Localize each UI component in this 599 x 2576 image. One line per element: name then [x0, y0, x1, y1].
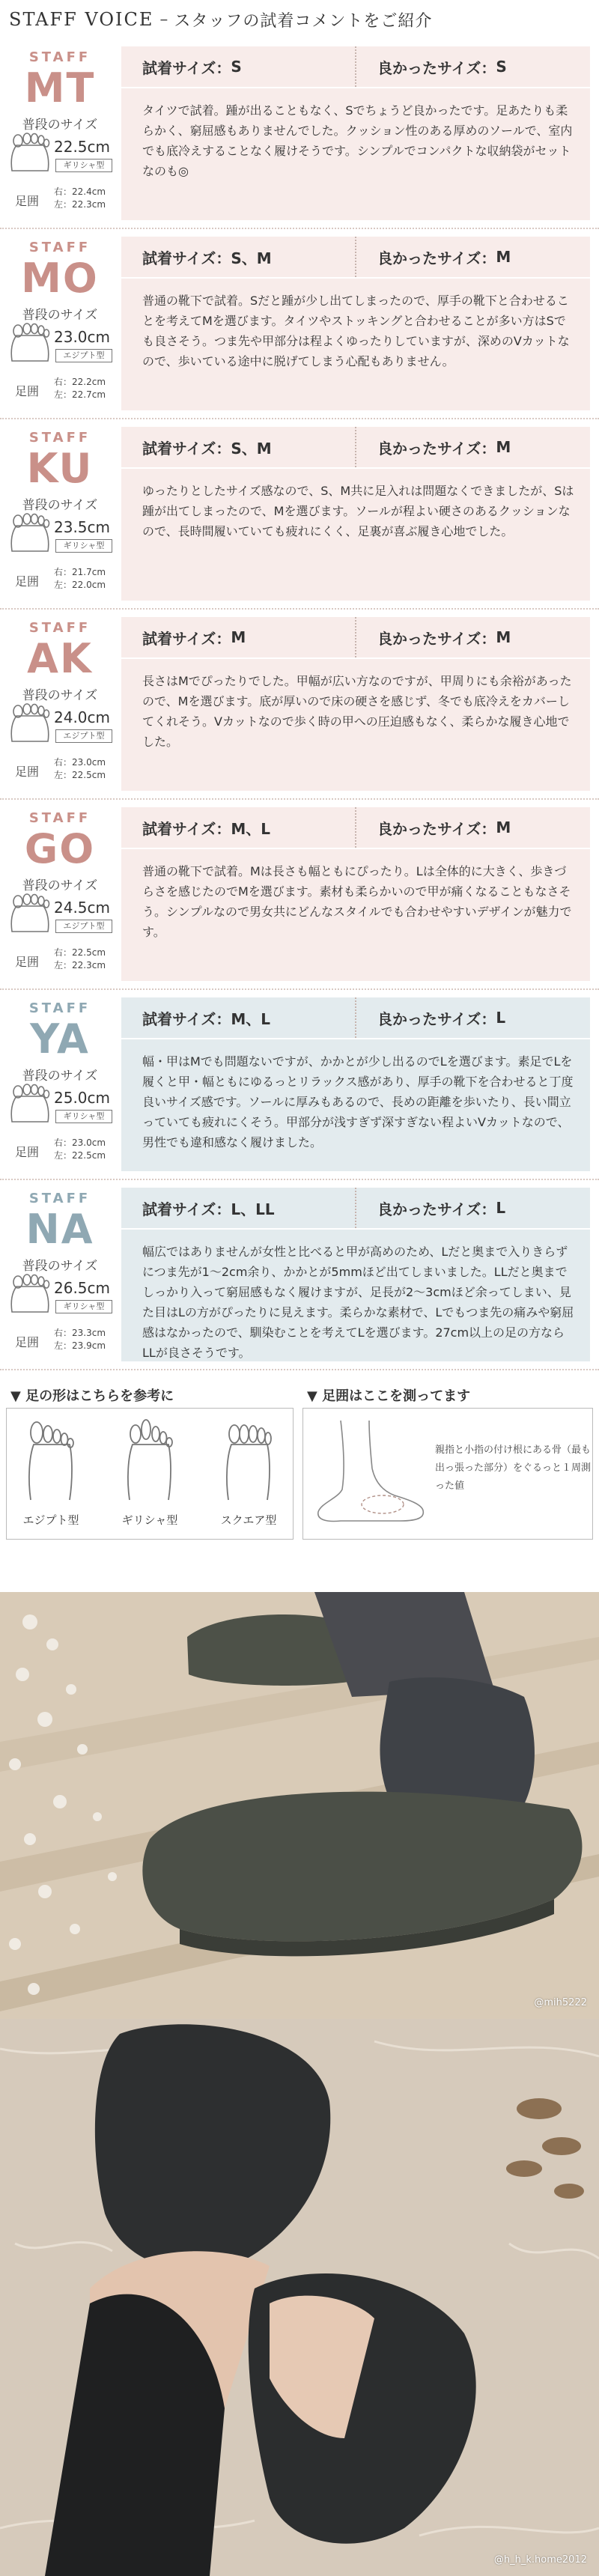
foot-left: 左：22.7cm: [54, 389, 106, 400]
comment-text: 長さはMでぴったりでした。甲幅が広い方なのですが、甲周りにも余裕があったので、Mを選びます。底が厚いので床の硬さを感じず、冬でも底冷えをカバーしてくれそう。Vカットなので歩く時の甲への圧迫感もなく、柔らかな履き心地でした。: [142, 674, 572, 749]
usual-size-label: 普段のサイズ: [22, 498, 98, 513]
tried-size: 試着サイズ： L、LL: [142, 1200, 275, 1218]
staff-initials: GO: [24, 825, 96, 872]
comment-card: [121, 427, 590, 601]
foot-right: 右：23.3cm: [54, 1328, 106, 1338]
foot-icon: [7, 132, 52, 174]
tried-size: 試着サイズ： S: [142, 58, 242, 77]
comment-card: [121, 46, 590, 220]
tried-size: 試着サイズ： S、M: [142, 249, 272, 267]
staff-section-mo: [0, 229, 599, 419]
foot-length-values: [54, 756, 106, 782]
foot-type-badge: エジプト型: [55, 920, 112, 933]
page-header: [0, 0, 599, 39]
comment-text: ゆったりとしたサイズ感なので、S、M共に足入れは問題なくできましたが、Sは踵が出てしまったので、Mを選びます。ソールが程よい硬さのあるクッションなので、長時間履いていても疲れにくく、足裏が喜ぶ履き心地でした。: [142, 484, 574, 538]
staff-list: [0, 39, 599, 1370]
title-dash: –: [159, 10, 168, 29]
page-title-jp: スタッフの試着コメントをご紹介: [174, 11, 433, 31]
shoe-size: 24.0cm: [54, 708, 111, 726]
size-row: [121, 997, 590, 1039]
staff-section-ak: [0, 610, 599, 800]
foot-icon: [7, 322, 52, 364]
foot-left: 左：22.5cm: [54, 770, 106, 780]
comment-text: 幅広ではありませんが女性と比べると甲が高めのため、Lだと奥まで入りきらずにつま先が1〜2cm余り、かかとが5mmほど出てしまいました。LLだと奥までしっかり入って窮屈感もなく履けますが、足長が2〜3cmほど余ってしまい、見た目はLの方がぴったりに見えます。柔らかな素材で、Lでもつま先の痛みや窮屈感はなかったので、馴染むことを考えてLを選びます。27cm以上の足の方ならLLが良さそうです。: [142, 1245, 574, 1360]
tried-size: 試着サイズ： M、L: [142, 1009, 271, 1028]
comment-card: [121, 617, 590, 791]
staff-initials: MT: [24, 64, 96, 112]
good-size: 良かったサイズ： S: [355, 46, 590, 87]
staff-label: STAFF: [28, 240, 91, 255]
egypt-foot: [17, 1419, 85, 1536]
foot-icon: [7, 512, 52, 554]
foot-type-badge: エジプト型: [55, 349, 112, 362]
size-row: [121, 427, 590, 469]
foot-left: 左：22.3cm: [54, 199, 106, 210]
comment-card: [121, 807, 590, 981]
photo-credit-2: @h_h_k.home2012: [493, 2554, 587, 2566]
foot-length-label: 足囲: [15, 574, 40, 589]
staff-initials: AK: [27, 635, 93, 682]
square-foot-icon: [224, 1419, 273, 1501]
usual-size-label: 普段のサイズ: [22, 688, 98, 703]
product-photo-1: [0, 1592, 599, 2019]
size-row: [121, 1188, 590, 1230]
tried-size: 試着サイズ： M: [142, 628, 246, 648]
good-size: 良かったサイズ： M: [355, 237, 590, 277]
measure-title: ▼ 足囲はここを測ってます: [307, 1388, 471, 1404]
usual-size-label: 普段のサイズ: [22, 878, 98, 893]
staff-label: STAFF: [28, 49, 91, 65]
staff-label: STAFF: [28, 430, 91, 446]
foot-left: 左：22.0cm: [54, 580, 106, 590]
staff-initials: YA: [30, 1015, 90, 1063]
usual-size-label: 普段のサイズ: [22, 308, 98, 323]
staff-initials: MO: [21, 255, 99, 302]
foot-length-label: 足囲: [15, 194, 40, 208]
usual-size-label: 普段のサイズ: [22, 118, 98, 133]
foot-right: 右：21.7cm: [54, 567, 106, 577]
greek-foot: [116, 1419, 183, 1536]
square-foot: [215, 1419, 282, 1536]
comment-card: [121, 237, 590, 410]
foot-right: 右：22.4cm: [54, 186, 106, 197]
staff-profile: [0, 229, 120, 418]
slipper-scene-2: [0, 2019, 599, 2576]
shoe-size: 26.5cm: [54, 1279, 111, 1297]
greek-foot-icon: [125, 1419, 174, 1501]
foot-length-label: 足囲: [15, 1145, 40, 1159]
foot-left: 左：23.9cm: [54, 1340, 106, 1351]
slipper-scene-1: [0, 1592, 599, 2019]
usual-size-label: 普段のサイズ: [22, 1259, 98, 1274]
foot-left: 左：22.3cm: [54, 960, 106, 970]
product-photo-2: [0, 2019, 599, 2576]
measure-description: 親指と小指の付け根にある骨（最も出っ張った部分）をぐるっと１周測った値: [435, 1445, 592, 1492]
size-row: [121, 807, 590, 849]
shoe-size: 22.5cm: [54, 138, 111, 156]
shoe-size: 23.5cm: [54, 518, 111, 536]
foot-icon: [7, 702, 52, 744]
shoe-size: 23.0cm: [54, 328, 111, 346]
foot-length-label: 足囲: [15, 1335, 40, 1349]
comment-text: 幅・甲はMでも問題ないですが、かかとが少し出るのでLを選びます。素足でLを履くと甲・幅ともにゆるっとリラックス感があり、厚手の靴下を合わせると丁度良いサイズ感です。ソールに厚みもあるので、長めの距離を歩いたり、長い間立っていても疲れにくそう。甲部分が浅すぎず深すぎない程よいVカットなので、男性でも違和感なく履けました。: [142, 1054, 574, 1149]
size-row: [121, 46, 590, 88]
foot-type-badge: エジプト型: [55, 729, 112, 743]
staff-profile: [0, 39, 120, 228]
greek-label: ギリシャ型: [121, 1513, 178, 1527]
foot-left: 左：22.5cm: [54, 1150, 106, 1161]
comment-text: 普通の靴下で試着。Sだと踵が少し出てしまったので、厚手の靴下と合わせることを考えてMを選びます。タイツやストッキングと合わせることが多い方はSでも良さそう。つま先や甲部分は程よくゆったりしていますが、深めのVカットなので、歩いている途中に脱げてしまう心配もありません。: [142, 294, 570, 368]
good-size: 良かったサイズ： M: [355, 427, 590, 467]
foot-length-values: [54, 947, 106, 972]
foot-shape-title: ▼ 足の形はこちらを参考に: [10, 1388, 174, 1404]
staff-section-mt: [0, 39, 599, 229]
staff-label: STAFF: [28, 1191, 91, 1206]
staff-section-na: [0, 1180, 599, 1370]
staff-profile: [0, 1180, 120, 1369]
foot-type-badge: ギリシャ型: [55, 1300, 112, 1313]
comment-text: 普通の靴下で試着。Mは長さも幅ともにぴったり。Lは全体的に大きく、歩きづらさを感じたのでMを選びます。素材も柔らかいので甲が痛くなることもなさそう。シンプルなので男女共にどんなスタイルでも合わせやすいデザインが魅力です。: [142, 864, 572, 939]
foot-length-values: [54, 566, 106, 592]
good-size: 良かったサイズ： L: [355, 1188, 590, 1228]
foot-length-label: 足囲: [15, 384, 40, 398]
foot-length-values: [54, 186, 106, 211]
staff-profile: [0, 610, 120, 798]
good-size: 良かったサイズ： M: [355, 807, 590, 848]
tried-size: 試着サイズ： S、M: [142, 439, 272, 458]
good-size: 良かったサイズ： L: [355, 997, 590, 1038]
staff-section-ku: [0, 419, 599, 610]
staff-section-ya: [0, 990, 599, 1180]
foot-icon: [7, 1273, 52, 1315]
size-row: [121, 617, 590, 659]
foot-shape-box: [6, 1408, 294, 1540]
foot-right: 右：23.0cm: [54, 757, 106, 768]
comment-text: タイツで試着。踵が出ることもなく、Sでちょうど良かったです。足あたりも柔らかく、窮屈感もありませんでした。クッション性のある厚めのソールで、室内でも底冷えすることなく履けそうです。シンプルでコンパクトな収納袋がセットなのも◎: [142, 103, 573, 178]
staff-section-go: [0, 800, 599, 990]
foot-measure-icon: [311, 1416, 431, 1528]
foot-length-values: [54, 376, 106, 401]
foot-length-label: 足囲: [15, 765, 40, 779]
staff-profile: [0, 419, 120, 608]
foot-right: 右：22.2cm: [54, 377, 106, 387]
foot-type-badge: ギリシャ型: [55, 539, 112, 553]
staff-profile: [0, 800, 120, 988]
guides-section: [0, 1381, 599, 1547]
staff-profile: [0, 990, 120, 1179]
comment-card: [121, 1188, 590, 1361]
foot-icon: [7, 893, 52, 935]
egypt-label: エジプト型: [22, 1513, 79, 1527]
foot-length-label: 足囲: [15, 955, 40, 969]
good-size: 良かったサイズ： M: [355, 617, 590, 657]
measure-guide: [302, 1381, 593, 1538]
shoe-size: 25.0cm: [54, 1089, 111, 1107]
foot-type-badge: ギリシャ型: [55, 1110, 112, 1123]
staff-initials: NA: [25, 1206, 94, 1253]
usual-size-label: 普段のサイズ: [22, 1069, 98, 1084]
staff-label: STAFF: [28, 1000, 91, 1016]
tried-size: 試着サイズ： M、L: [142, 819, 271, 838]
foot-type-badge: ギリシャ型: [55, 159, 112, 172]
foot-right: 右：22.5cm: [54, 947, 106, 958]
staff-label: STAFF: [28, 620, 91, 636]
page-title-en: STAFF VOICE: [9, 9, 154, 30]
shoe-size: 24.5cm: [54, 899, 111, 917]
photo-credit-1: @mih5222: [534, 1997, 587, 2008]
foot-shape-guide: [6, 1381, 297, 1538]
comment-card: [121, 997, 590, 1171]
foot-icon: [7, 1083, 52, 1125]
size-row: [121, 237, 590, 279]
foot-length-values: [54, 1137, 106, 1162]
staff-initials: KU: [26, 445, 94, 492]
foot-right: 右：23.0cm: [54, 1137, 106, 1148]
measure-box: [302, 1408, 593, 1540]
square-label: スクエア型: [220, 1513, 277, 1527]
foot-length-values: [54, 1327, 106, 1352]
egypt-foot-icon: [26, 1419, 76, 1501]
staff-label: STAFF: [28, 810, 91, 826]
